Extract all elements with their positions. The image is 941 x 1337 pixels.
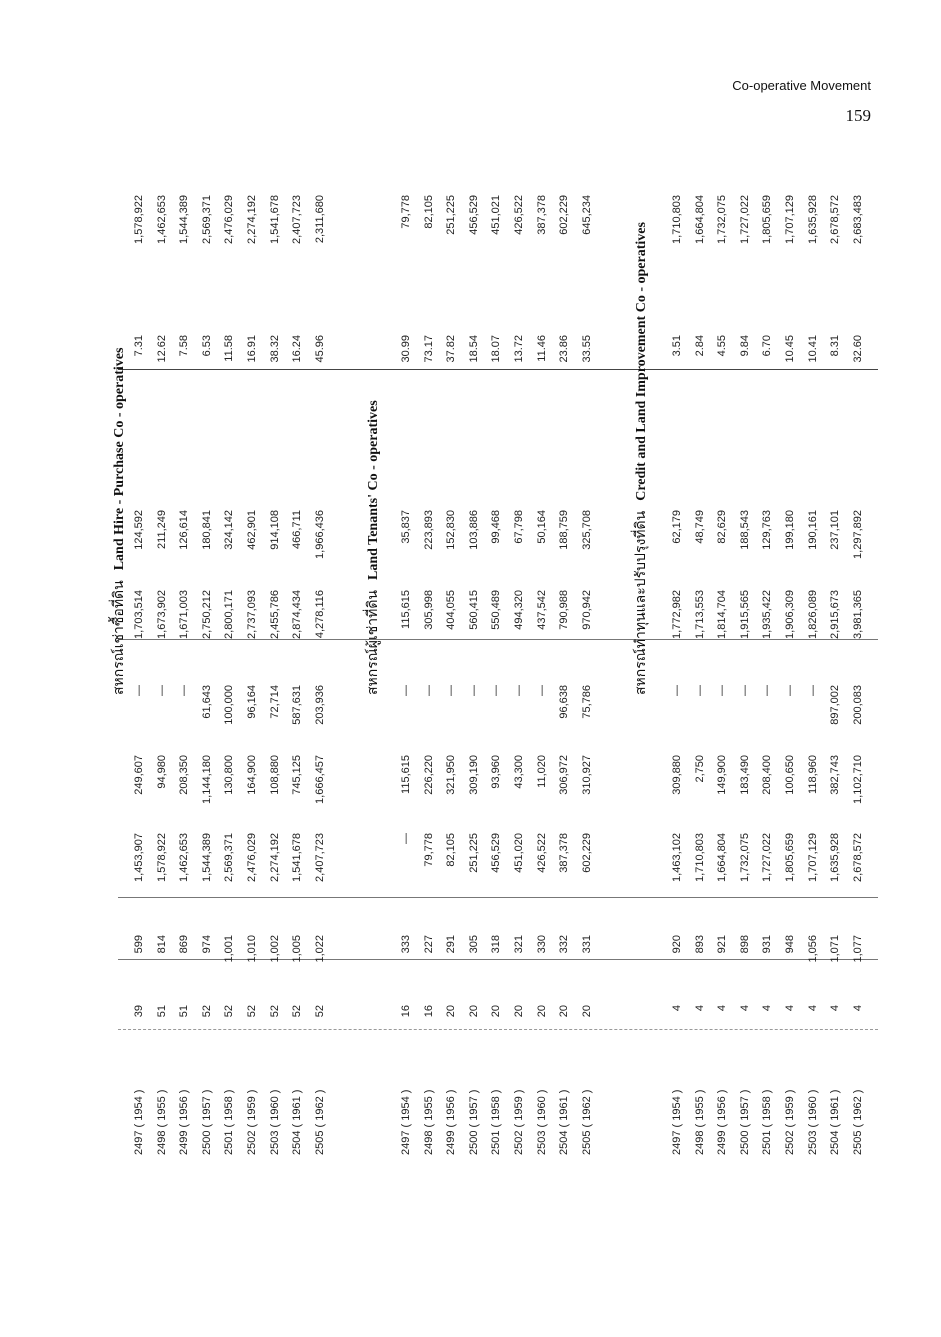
year-cell: 2498 ( 1955 ) [422,1089,435,1155]
balance-forward-cell: 1,463,102 [671,833,683,882]
year-cell: 2500 ( 1957 ) [467,1089,480,1155]
balance-cell: 2,274,192 [246,195,258,244]
year-cell: 2499 ( 1956 ) [445,1089,458,1155]
other-funds-cell: 100,000 [223,685,236,725]
balance-cell: 1,805,659 [761,195,774,244]
balance-cell: 1,635,928 [806,195,819,244]
members-cell: 332 [558,935,571,954]
loans-cell: 164,900 [246,755,258,795]
total-cell: 4,278,116 [313,590,326,639]
members-cell: 893 [693,935,706,954]
repaid-cell: 462,901 [246,510,258,550]
other-funds-cell: 897,002 [829,685,842,725]
balance-forward-cell: 82,105 [445,833,458,867]
loans-cell: 108,880 [268,755,281,795]
balance-cell: 2,569,371 [200,195,213,244]
societies-cell: 52 [246,1005,258,1018]
repaid-cell: 124,592 [133,510,145,550]
societies-cell: 20 [580,1005,593,1018]
societies-cell: 4 [806,1005,819,1012]
balance-forward-cell: 426,522 [535,833,548,873]
loans-cell: 2,750 [693,755,706,783]
year-cell: 2501 ( 1958 ) [223,1089,236,1155]
members-cell: 948 [784,935,796,954]
total-cell: 404,055 [445,590,458,630]
societies-cell: 20 [558,1005,571,1018]
balance-cell: 82,105 [422,195,435,229]
members-cell: 599 [133,935,145,954]
societies-cell: 51 [178,1005,191,1018]
societies-cell: 20 [445,1005,458,1018]
total-cell: 1,915,565 [738,590,751,639]
total-cell: 3,981,365 [851,590,864,639]
loans-cell: 130,800 [223,755,236,795]
year-cell: 2502 ( 1959 ) [246,1089,258,1155]
year-cell: 2503 ( 1960 ) [806,1089,819,1155]
percent-cell: 45.96 [313,335,326,363]
repaid-cell: 199,180 [784,510,796,550]
balance-cell: 2,683,483 [851,195,864,244]
percent-cell: 30.99 [400,335,412,363]
total-cell: 2,455,786 [268,590,281,639]
other-funds-cell: 203,936 [313,685,326,725]
percent-cell: 4.55 [716,335,729,357]
other-funds-cell: 96,638 [558,685,571,719]
members-cell: 291 [445,935,458,954]
members-cell: 227 [422,935,435,954]
repaid-cell: 99,468 [490,510,503,544]
total-cell: 2,750,212 [200,590,213,639]
balance-forward-cell: 2,476,029 [246,833,258,882]
percent-cell: 6.53 [200,335,213,357]
loans-cell: 43,300 [513,755,525,789]
other-funds-cell: — [400,685,412,696]
repaid-cell: 50,164 [535,510,548,544]
societies-cell: 52 [313,1005,326,1018]
members-cell: 974 [200,935,213,954]
societies-cell: 20 [535,1005,548,1018]
balance-cell: 1,710,803 [671,195,683,244]
section-title: Land Hire - Purchase Co - operatives [112,347,127,571]
balance-forward-cell: 2,274,192 [268,833,281,882]
balance-forward-cell: 1,710,803 [693,833,706,882]
balance-forward-cell: 1,635,928 [829,833,842,882]
members-cell: 1,056 [806,935,819,963]
other-funds-cell: — [535,685,548,696]
balance-forward-cell: 2,407,723 [313,833,326,882]
percent-cell: 23.86 [558,335,571,363]
members-cell: 1,071 [829,935,842,963]
societies-cell: 52 [268,1005,281,1018]
other-funds-cell: 72,714 [268,685,281,719]
members-cell: 330 [535,935,548,954]
percent-cell: 33.55 [580,335,593,363]
total-cell: 560,415 [467,590,480,630]
repaid-cell: 188,543 [738,510,751,550]
balance-cell: 1,707,129 [784,195,796,244]
loans-cell: 310,927 [580,755,593,795]
year-cell: 2505 ( 1962 ) [851,1089,864,1155]
loans-cell: 1,144,180 [200,755,213,804]
repaid-cell: 152,830 [445,510,458,550]
societies-cell: 4 [671,1005,683,1012]
loans-cell: 118,960 [806,755,819,794]
balance-cell: 1,664,804 [693,195,706,244]
total-cell: 1,826,089 [806,590,819,639]
percent-cell: 38.32 [268,335,281,363]
members-cell: 920 [671,935,683,954]
total-cell: 437,542 [535,590,548,630]
percent-cell: 6.70 [761,335,774,357]
year-cell: 2505 ( 1962 ) [313,1089,326,1155]
balance-cell: 79,778 [400,195,412,229]
total-cell: 305,998 [422,590,435,630]
balance-cell: 645,234 [580,195,593,235]
other-funds-cell: — [490,685,503,696]
total-cell: 1,673,902 [155,590,168,639]
balance-forward-cell: 602,229 [580,833,593,873]
members-cell: 814 [155,935,168,954]
loans-cell: 115,615 [400,755,412,794]
societies-cell: 51 [155,1005,168,1018]
percent-cell: 13.72 [513,335,525,363]
total-cell: 1,906,309 [784,590,796,639]
balance-cell: 2,407,723 [291,195,304,244]
societies-cell: 52 [200,1005,213,1018]
year-cell: 2503 ( 1960 ) [535,1089,548,1155]
section-thai-title: สหกรณ์ผู้เช่าที่ดิน [366,590,381,695]
year-cell: 2503 ( 1960 ) [268,1089,281,1155]
section-title: Land Tenants' Co - operatives [366,400,381,580]
societies-cell: 20 [513,1005,525,1018]
total-cell: 2,915,673 [829,590,842,639]
societies-cell: 16 [422,1005,435,1018]
other-funds-cell: — [422,685,435,696]
repaid-cell: 67,798 [513,510,525,544]
repaid-cell: 103,886 [467,510,480,550]
balance-forward-cell: 1,732,075 [738,833,751,882]
year-cell: 2499 ( 1956 ) [178,1089,191,1155]
loans-cell: 249,607 [133,755,145,795]
total-cell: 494,320 [513,590,525,630]
loans-cell: 93,960 [490,755,503,789]
societies-cell: 39 [133,1005,145,1018]
members-cell: 331 [580,935,593,954]
repaid-cell: 190,161 [806,510,819,550]
total-cell: 2,800,171 [223,590,236,639]
balance-cell: 1,727,022 [738,195,751,244]
members-cell: 321 [513,935,525,954]
other-funds-cell: — [155,685,168,696]
loans-cell: 94,980 [155,755,168,789]
year-cell: 2500 ( 1957 ) [738,1089,751,1155]
balance-cell: 1,544,389 [178,195,191,244]
year-cell: 2504 ( 1961 ) [558,1089,571,1155]
balance-forward-cell: 1,805,659 [784,833,796,882]
year-cell: 2502 ( 1959 ) [784,1089,796,1155]
balance-cell: 1,578,922 [133,195,145,244]
year-cell: 2502 ( 1959 ) [513,1089,525,1155]
members-cell: 1,002 [268,935,281,963]
balance-forward-cell: 1,541,678 [291,833,304,882]
societies-cell: 52 [291,1005,304,1018]
year-cell: 2497 ( 1954 ) [400,1089,412,1155]
loans-cell: 321,950 [445,755,458,795]
balance-cell: 451,021 [490,195,503,235]
balance-cell: 387,378 [535,195,548,235]
balance-forward-cell: 1,664,804 [716,833,729,882]
other-funds-cell: — [693,685,706,696]
year-cell: 2501 ( 1958 ) [490,1089,503,1155]
repaid-cell: 211,249 [155,510,168,549]
members-cell: 318 [490,935,503,954]
repaid-cell: 180,841 [200,510,213,550]
other-funds-cell: — [716,685,729,696]
loans-cell: 208,350 [178,755,191,795]
balance-forward-cell: 451,020 [513,833,525,873]
loans-cell: 309,880 [671,755,683,795]
section-thai-title: สหกรณ์เช่าซื้อที่ดิน [112,580,127,695]
members-cell: 1,005 [291,935,304,963]
year-cell: 2498 ( 1955 ) [693,1089,706,1155]
year-cell: 2497 ( 1954 ) [133,1089,145,1155]
societies-cell: 4 [761,1005,774,1012]
total-cell: 115,615 [400,590,412,629]
balance-cell: 456,529 [467,195,480,235]
loans-cell: 226,220 [422,755,435,795]
percent-cell: 16.24 [291,335,304,363]
year-cell: 2497 ( 1954 ) [671,1089,683,1155]
balance-cell: 426,522 [513,195,525,235]
year-cell: 2500 ( 1957 ) [200,1089,213,1155]
loans-cell: 208,400 [761,755,774,795]
repaid-cell: 126,614 [178,510,191,550]
percent-cell: 37.82 [445,335,458,363]
balance-forward-cell: 456,529 [490,833,503,873]
total-cell: 550,489 [490,590,503,630]
members-cell: 1,022 [313,935,326,963]
balance-forward-cell: 1,544,389 [200,833,213,882]
members-cell: 305 [467,935,480,954]
members-cell: 1,077 [851,935,864,963]
loans-cell: 745,125 [291,755,304,795]
percent-cell: 16.91 [246,335,258,363]
repaid-cell: 223,893 [422,510,435,550]
percent-cell: 7.31 [133,335,145,357]
societies-cell: 20 [490,1005,503,1018]
percent-cell: 32.60 [851,335,864,363]
year-cell: 2505 ( 1962 ) [580,1089,593,1155]
running-title: Co-operative Movement [732,78,871,93]
loans-cell: 100,650 [784,755,796,795]
repaid-cell: 237,101 [829,510,842,550]
balance-forward-cell: 1,707,129 [806,833,819,882]
loans-cell: 1,666,457 [313,755,326,804]
societies-cell: 52 [223,1005,236,1018]
balance-cell: 1,732,075 [716,195,729,244]
section-header [630,222,652,695]
total-cell: 2,874,434 [291,590,304,639]
other-funds-cell: — [738,685,751,696]
total-cell: 1,713,553 [693,590,706,639]
percent-cell: 7.58 [178,335,191,357]
page-number: 159 [845,106,871,125]
repaid-cell: 466,711 [291,510,304,549]
section-thai-title: สหกรณ์ทำทุนและปรับปรุงที่ดิน [634,510,649,695]
percent-cell: 18.07 [490,335,503,363]
repaid-cell: 1,966,436 [313,510,326,559]
loans-cell: 382,743 [829,755,842,795]
balance-forward-cell: 1,453,907 [133,833,145,882]
balance-forward-cell: 1,578,922 [155,833,168,882]
balance-forward-cell: — [400,833,412,844]
percent-cell: 10.41 [806,335,819,363]
members-cell: 1,010 [246,935,258,963]
other-funds-cell: 75,786 [580,685,593,719]
societies-cell: 4 [851,1005,864,1012]
rotated-statistics-table [112,0,878,1160]
year-cell: 2501 ( 1958 ) [761,1089,774,1155]
members-cell: 869 [178,935,191,954]
section-title: Credit and Land Improvement Co - operatives [634,222,649,501]
total-cell: 790,988 [558,590,571,630]
other-funds-cell: 200,083 [851,685,864,725]
repaid-cell: 324,142 [223,510,236,550]
balance-forward-cell: 1,462,653 [178,833,191,882]
members-cell: 333 [400,935,412,954]
balance-forward-cell: 251,225 [467,833,480,873]
total-cell: 1,935,422 [761,590,774,639]
repaid-cell: 188,759 [558,510,571,550]
percent-cell: 73.17 [422,335,435,363]
members-cell: 1,001 [223,935,236,963]
other-funds-cell: — [784,685,796,696]
repaid-cell: 35,837 [400,510,412,544]
societies-cell: 20 [467,1005,480,1018]
societies-cell: 4 [829,1005,842,1012]
societies-cell: 4 [693,1005,706,1012]
balance-forward-cell: 387,378 [558,833,571,873]
balance-forward-cell: 1,727,022 [761,833,774,882]
members-cell: 931 [761,935,774,954]
percent-cell: 11.58 [223,335,236,362]
year-cell: 2498 ( 1955 ) [155,1089,168,1155]
percent-cell: 9.84 [738,335,751,357]
repaid-cell: 62,179 [671,510,683,544]
loans-cell: 149,900 [716,755,729,795]
repaid-cell: 129,763 [761,510,774,550]
societies-cell: 4 [716,1005,729,1012]
other-funds-cell: 96,164 [246,685,258,719]
total-cell: 1,671,003 [178,590,191,639]
other-funds-cell: — [445,685,458,696]
societies-cell: 4 [738,1005,751,1012]
loans-cell: 183,490 [738,755,751,795]
loans-cell: 11,020 [535,755,548,788]
balance-forward-cell: 2,569,371 [223,833,236,882]
section-header [362,400,384,695]
balance-cell: 1,541,678 [268,195,281,244]
other-funds-cell: — [513,685,525,696]
balance-cell: 251,225 [445,195,458,235]
loans-cell: 309,190 [467,755,480,795]
balance-cell: 2,311,680 [313,195,326,244]
balance-forward-cell: 79,778 [422,833,435,867]
percent-cell: 3.51 [671,335,683,357]
other-funds-cell: — [133,685,145,696]
year-cell: 2504 ( 1961 ) [829,1089,842,1155]
balance-cell: 602,229 [558,195,571,235]
other-funds-cell: — [761,685,774,696]
other-funds-cell: — [178,685,191,696]
members-cell: 921 [716,935,729,954]
percent-cell: 8.31 [829,335,842,357]
total-cell: 1,814,704 [716,590,729,639]
total-cell: 1,772,982 [671,590,683,639]
total-cell: 1,703,514 [133,590,145,639]
total-cell: 2,737,093 [246,590,258,639]
members-cell: 898 [738,935,751,954]
societies-cell: 16 [400,1005,412,1018]
percent-cell: 18.54 [467,335,480,363]
percent-cell: 2.84 [693,335,706,357]
other-funds-cell: 61,643 [200,685,213,719]
percent-cell: 12.62 [155,335,168,363]
other-funds-cell: — [671,685,683,696]
other-funds-cell: — [467,685,480,696]
other-funds-cell: 587,631 [291,685,304,725]
repaid-cell: 48,749 [693,510,706,544]
balance-cell: 1,462,653 [155,195,168,244]
loans-cell: 306,972 [558,755,571,795]
percent-cell: 10.45 [784,335,796,363]
repaid-cell: 1,297,892 [851,510,864,559]
balance-cell: 2,678,572 [829,195,842,244]
other-funds-cell: — [806,685,819,696]
year-cell: 2499 ( 1956 ) [716,1089,729,1155]
column-rule-year [118,1029,878,1030]
total-cell: 970,942 [580,590,593,630]
percent-cell: 11.46 [535,335,548,362]
balance-forward-cell: 2,678,572 [851,833,864,882]
balance-cell: 2,476,029 [223,195,236,244]
repaid-cell: 914,108 [268,510,281,550]
repaid-cell: 325,708 [580,510,593,550]
loans-cell: 1,102,710 [851,755,864,804]
societies-cell: 4 [784,1005,796,1012]
year-cell: 2504 ( 1961 ) [291,1089,304,1155]
repaid-cell: 82,629 [716,510,729,544]
